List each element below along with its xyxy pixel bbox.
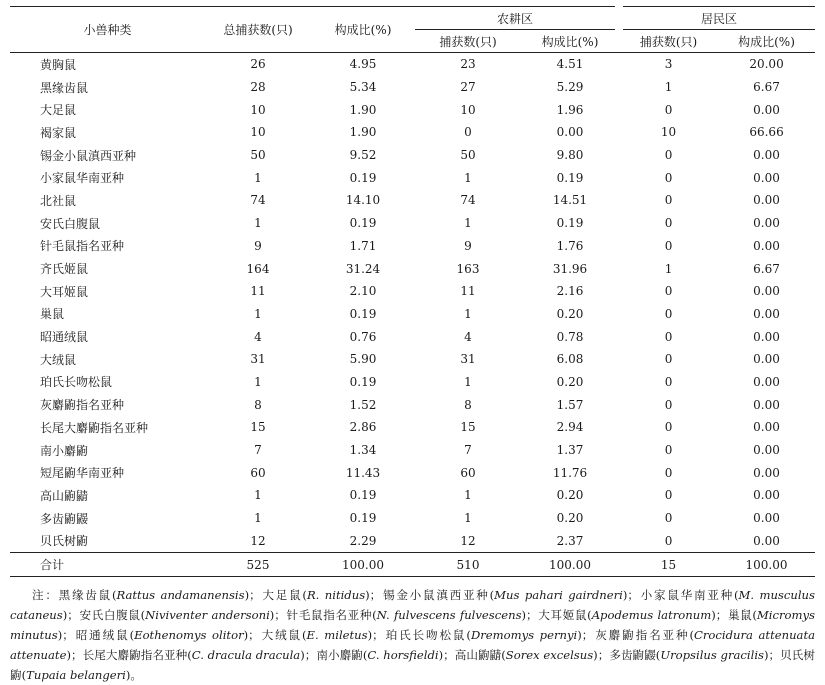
species-name-cell: 合计: [10, 553, 205, 577]
res-ratio-cell: 0.00: [753, 465, 780, 480]
note-text: )；锡金小鼠滇西亚种(: [365, 588, 495, 603]
farm-ratio-cell: 6.08: [556, 352, 584, 367]
res-count-cell: 3: [664, 57, 673, 72]
res-ratio-cell: 0.00: [753, 216, 780, 231]
res-ratio-cell: 66.66: [749, 125, 784, 140]
table-row: [10, 98, 815, 121]
species-name-cell: 黄胸鼠: [40, 57, 77, 72]
farm-count-cell: 12: [460, 533, 476, 548]
note-latin-name: C. dracula dracula: [191, 648, 301, 663]
table-row: [10, 235, 815, 258]
total-ratio-cell: 0.19: [349, 511, 377, 526]
total-count-cell: 28: [250, 80, 266, 95]
table-row: [10, 348, 815, 371]
note-latin-name: Mus pahari gairdneri: [494, 588, 623, 603]
table-row: [10, 166, 815, 189]
farm-ratio-cell: 4.51: [556, 57, 584, 72]
note-latin-name: Dremomys pernyi: [470, 628, 578, 643]
farm-count-cell: 1: [464, 374, 472, 389]
res-ratio-cell: 0.00: [753, 374, 780, 389]
total-ratio-cell: 0.19: [349, 306, 377, 321]
note-text: )；大足鼠(: [244, 588, 307, 603]
farm-ratio-cell: 0.20: [556, 306, 584, 321]
header-farm-count: 捕获数(只): [415, 30, 521, 53]
total-count-cell: 26: [250, 57, 266, 72]
farm-ratio-cell: 0.19: [556, 216, 584, 231]
total-ratio-cell: 100.00: [311, 553, 415, 577]
species-name-cell: 珀氏长吻松鼠: [40, 375, 113, 390]
farm-ratio-cell: 0.20: [556, 511, 584, 526]
res-count-cell: 10: [660, 125, 677, 140]
note-text: )；昭通绒鼠(: [57, 628, 135, 643]
table-row: [10, 461, 815, 484]
total-ratio-cell: 1.90: [349, 102, 377, 117]
species-name-cell: 安氏白腹鼠: [40, 216, 101, 231]
total-count-cell: 164: [246, 261, 270, 276]
header-farmland: 农耕区: [415, 7, 619, 30]
farm-count-cell: 15: [460, 420, 476, 435]
note-latin-name: Uropsilus gracilis: [660, 648, 764, 663]
table-row: [10, 144, 815, 167]
note-text: )；长尾大麝鼩指名亚种(: [66, 648, 192, 663]
header-total-ratio: 构成比(%): [311, 7, 415, 53]
table-row: [10, 439, 815, 462]
total-ratio-cell: 5.34: [349, 80, 377, 95]
total-count-cell: 1: [254, 374, 262, 389]
farm-count-cell: 510: [415, 553, 521, 577]
total-count-cell: 60: [250, 465, 266, 480]
species-table: [10, 6, 815, 577]
farm-ratio-cell: 0.78: [556, 329, 584, 344]
species-name-cell: 短尾鼩华南亚种: [40, 466, 125, 481]
species-name-cell: 灰麝鼩指名亚种: [40, 398, 125, 413]
farm-ratio-cell: 14.51: [552, 193, 588, 208]
res-count-cell: 0: [664, 238, 673, 253]
table-row: [10, 484, 815, 507]
table-row: [10, 507, 815, 530]
farm-count-cell: 31: [460, 352, 476, 367]
farm-ratio-cell: 0.00: [556, 125, 584, 140]
note-text: )；珀氏长吻松鼠(: [367, 628, 471, 643]
header-res-ratio: 构成比(%): [718, 30, 815, 53]
table-row: [10, 257, 815, 280]
total-count-cell: 10: [250, 102, 266, 117]
farm-count-cell: 163: [456, 261, 480, 276]
total-ratio-cell: 0.76: [349, 329, 377, 344]
note-text: )；贝氏树鼩(: [10, 648, 815, 683]
res-count-cell: 0: [664, 216, 673, 231]
res-ratio-cell: 0.00: [753, 443, 780, 458]
farm-ratio-cell: 2.94: [556, 420, 584, 435]
res-ratio-cell: 0.00: [753, 352, 780, 367]
header-residential: 居民区: [619, 7, 815, 30]
species-name-cell: 锡金小鼠滇西亚种: [40, 148, 137, 163]
res-count-cell: 0: [664, 465, 673, 480]
total-ratio-cell: 1.90: [349, 125, 377, 140]
res-ratio-cell: 0.00: [753, 238, 780, 253]
header-total-count: 总捕获数(只): [205, 7, 311, 53]
total-count-cell: 1: [254, 511, 262, 526]
farm-count-cell: 60: [460, 465, 476, 480]
total-ratio-cell: 0.19: [349, 488, 377, 503]
farm-count-cell: 4: [464, 329, 472, 344]
total-count-cell: 9: [254, 238, 262, 253]
species-name-cell: 巢鼠: [40, 307, 65, 322]
total-ratio-cell: 2.86: [349, 420, 377, 435]
table-row: [10, 280, 815, 303]
table-row: [10, 53, 815, 76]
res-count-cell: 0: [664, 148, 673, 163]
res-ratio-cell: 6.67: [753, 261, 780, 276]
farm-count-cell: 1: [464, 511, 472, 526]
res-count-cell: 1: [664, 261, 673, 276]
res-ratio-cell: 0.00: [753, 170, 780, 185]
species-name-cell: 大耳姬鼠: [40, 284, 89, 299]
farm-ratio-cell: 11.76: [552, 465, 588, 480]
table-row: [10, 121, 815, 144]
res-count-cell: 0: [664, 374, 673, 389]
total-ratio-cell: 0.19: [349, 374, 377, 389]
header-row-top: [10, 7, 815, 30]
res-count-cell: 0: [664, 443, 673, 458]
farm-count-cell: 50: [460, 148, 476, 163]
farm-ratio-cell: 0.20: [556, 488, 584, 503]
total-row: [10, 553, 815, 577]
farm-ratio-cell: 0.20: [556, 374, 584, 389]
table-note: [10, 585, 815, 685]
total-ratio-cell: 1.52: [349, 397, 377, 412]
header-res-count: 捕获数(只): [619, 30, 718, 53]
res-count-cell: 0: [664, 306, 673, 321]
species-name-cell: 大足鼠: [40, 103, 77, 118]
res-count-cell: 0: [664, 329, 673, 344]
note-text: 注：黑缘齿鼠(: [32, 588, 117, 603]
res-count-cell: 0: [664, 511, 673, 526]
res-ratio-cell: 0.00: [753, 306, 780, 321]
species-name-cell: 小家鼠华南亚种: [40, 171, 125, 186]
farm-count-cell: 8: [464, 397, 472, 412]
species-name-cell: 长尾大麝鼩指名亚种: [40, 420, 149, 435]
total-count-cell: 1: [254, 306, 262, 321]
table-row: [10, 325, 815, 348]
species-name-cell: 齐氏姬鼠: [40, 262, 89, 277]
res-count-cell: 1: [664, 80, 673, 95]
header-species: 小兽种类: [10, 7, 205, 53]
note-text: )；南小麝鼩(: [300, 648, 368, 663]
total-ratio-cell: 14.10: [345, 193, 381, 208]
res-ratio-cell: 100.00: [718, 553, 815, 577]
note-latin-name: Tupaia belangeri: [26, 668, 126, 683]
farm-ratio-cell: 9.80: [556, 148, 584, 163]
total-ratio-cell: 11.43: [345, 465, 381, 480]
total-count-cell: 1: [254, 170, 262, 185]
res-ratio-cell: 0.00: [753, 511, 780, 526]
species-name-cell: 大绒鼠: [40, 352, 77, 367]
species-name-cell: 黑缘齿鼠: [40, 80, 89, 95]
note-latin-name: Apodemus latronum: [591, 608, 712, 623]
note-latin-name: Rattus andamanensis: [116, 588, 245, 603]
res-count-cell: 0: [664, 102, 673, 117]
total-ratio-cell: 0.19: [349, 170, 377, 185]
table-row: [10, 212, 815, 235]
res-ratio-cell: 0.00: [753, 148, 780, 163]
note-latin-name: Eothenomys olitor: [134, 628, 244, 643]
total-ratio-cell: 5.90: [349, 352, 377, 367]
farm-ratio-cell: 1.37: [556, 443, 584, 458]
res-count-cell: 0: [664, 420, 673, 435]
total-count-cell: 4: [254, 329, 262, 344]
note-text: )；大耳姬鼠(: [521, 608, 592, 623]
res-count-cell: 15: [619, 553, 718, 577]
table-row: [10, 76, 815, 99]
res-ratio-cell: 0.00: [753, 488, 780, 503]
total-count-cell: 11: [250, 284, 266, 299]
res-ratio-cell: 6.67: [753, 80, 780, 95]
farm-count-cell: 7: [464, 443, 472, 458]
species-name-cell: 北社鼠: [40, 193, 77, 208]
table-row: [10, 529, 815, 552]
note-latin-name: M. musculus cataneus: [10, 588, 815, 623]
total-count-cell: 31: [250, 352, 266, 367]
total-count-cell: 1: [254, 216, 262, 231]
table-row: [10, 189, 815, 212]
farm-count-cell: 1: [464, 170, 472, 185]
note-text: )；小家鼠华南亚种(: [622, 588, 739, 603]
res-ratio-cell: 0.00: [753, 420, 780, 435]
total-count-cell: 7: [254, 443, 262, 458]
species-name-cell: 贝氏树鼩: [40, 534, 89, 549]
farm-count-cell: 1: [464, 488, 472, 503]
note-latin-name: Sorex excelsus: [505, 648, 594, 663]
species-name-cell: 褐家鼠: [40, 125, 77, 140]
total-ratio-cell: 0.19: [349, 216, 377, 231]
res-count-cell: 0: [664, 352, 673, 367]
note-latin-name: N. fulvescens fulvescens: [376, 608, 522, 623]
res-ratio-cell: 0.00: [753, 102, 780, 117]
farm-ratio-cell: 1.76: [556, 238, 584, 253]
table-row: [10, 393, 815, 416]
farm-count-cell: 0: [464, 125, 472, 140]
total-count-cell: 8: [254, 397, 262, 412]
farm-count-cell: 11: [460, 284, 476, 299]
res-ratio-cell: 0.00: [753, 193, 780, 208]
farm-count-cell: 27: [460, 80, 476, 95]
res-ratio-cell: 0.00: [753, 533, 780, 548]
total-count-cell: 74: [250, 193, 266, 208]
farm-ratio-cell: 0.19: [556, 170, 584, 185]
res-count-cell: 0: [664, 488, 673, 503]
res-count-cell: 0: [664, 170, 673, 185]
total-ratio-cell: 1.71: [349, 238, 377, 253]
res-ratio-cell: 0.00: [753, 284, 780, 299]
note-latin-name: E. miletus: [306, 628, 368, 643]
farm-count-cell: 1: [464, 216, 472, 231]
farm-ratio-cell: 31.96: [552, 261, 588, 276]
note-text: )；多齿鼩鼹(: [593, 648, 661, 663]
header-farm-ratio: 构成比(%): [521, 30, 619, 53]
total-ratio-cell: 31.24: [345, 261, 381, 276]
species-name-cell: 高山鼩鼱: [40, 488, 89, 503]
total-count-cell: 525: [205, 553, 311, 577]
note-latin-name: Crocidura attenuata attenuate: [10, 628, 816, 663]
table-container: [10, 6, 815, 685]
res-count-cell: 0: [664, 397, 673, 412]
res-count-cell: 0: [664, 533, 673, 548]
farm-ratio-cell: 100.00: [521, 553, 619, 577]
farm-ratio-cell: 1.96: [556, 102, 584, 117]
note-text: )；灰麝鼩指名亚种(: [577, 628, 695, 643]
farm-count-cell: 9: [464, 238, 472, 253]
total-ratio-cell: 2.10: [349, 284, 377, 299]
table-row: [10, 416, 815, 439]
note-text: )；针毛鼠指名亚种(: [269, 608, 377, 623]
note-text: )。: [125, 668, 142, 683]
note-text: )；巢鼠(: [711, 608, 757, 623]
total-count-cell: 10: [250, 125, 266, 140]
table-body: [10, 53, 815, 577]
species-name-cell: 南小麝鼩: [40, 443, 89, 458]
farm-count-cell: 10: [460, 102, 476, 117]
total-ratio-cell: 1.34: [349, 443, 377, 458]
farm-ratio-cell: 2.37: [556, 533, 584, 548]
table-row: [10, 303, 815, 326]
res-ratio-cell: 20.00: [749, 57, 784, 72]
res-count-cell: 0: [664, 284, 673, 299]
note-latin-name: R. nitidus: [306, 588, 366, 603]
total-count-cell: 1: [254, 488, 262, 503]
res-count-cell: 0: [664, 193, 673, 208]
note-latin-name: Niviventer andersoni: [145, 608, 270, 623]
note-text: )；大绒鼠(: [243, 628, 307, 643]
total-count-cell: 12: [250, 533, 266, 548]
species-name-cell: 多齿鼩鼹: [40, 511, 89, 526]
total-ratio-cell: 4.95: [349, 57, 377, 72]
res-ratio-cell: 0.00: [753, 329, 780, 344]
total-count-cell: 15: [250, 420, 266, 435]
farm-ratio-cell: 1.57: [556, 397, 584, 412]
species-name-cell: 昭通绒鼠: [40, 330, 89, 345]
res-ratio-cell: 0.00: [753, 397, 780, 412]
note-latin-name: Micromys minutus: [10, 608, 816, 643]
total-count-cell: 50: [250, 148, 266, 163]
species-name-cell: 针毛鼠指名亚种: [40, 239, 125, 254]
farm-ratio-cell: 5.29: [556, 80, 584, 95]
note-text: )；安氏白腹鼠(: [62, 608, 146, 623]
farm-ratio-cell: 2.16: [556, 284, 584, 299]
note-text: )；高山鼩鼱(: [438, 648, 506, 663]
farm-count-cell: 1: [464, 306, 472, 321]
farm-count-cell: 74: [460, 193, 476, 208]
farm-count-cell: 23: [460, 57, 476, 72]
note-latin-name: C. horsfieldi: [367, 648, 439, 663]
table-row: [10, 371, 815, 394]
total-ratio-cell: 2.29: [349, 533, 377, 548]
total-ratio-cell: 9.52: [349, 148, 377, 163]
